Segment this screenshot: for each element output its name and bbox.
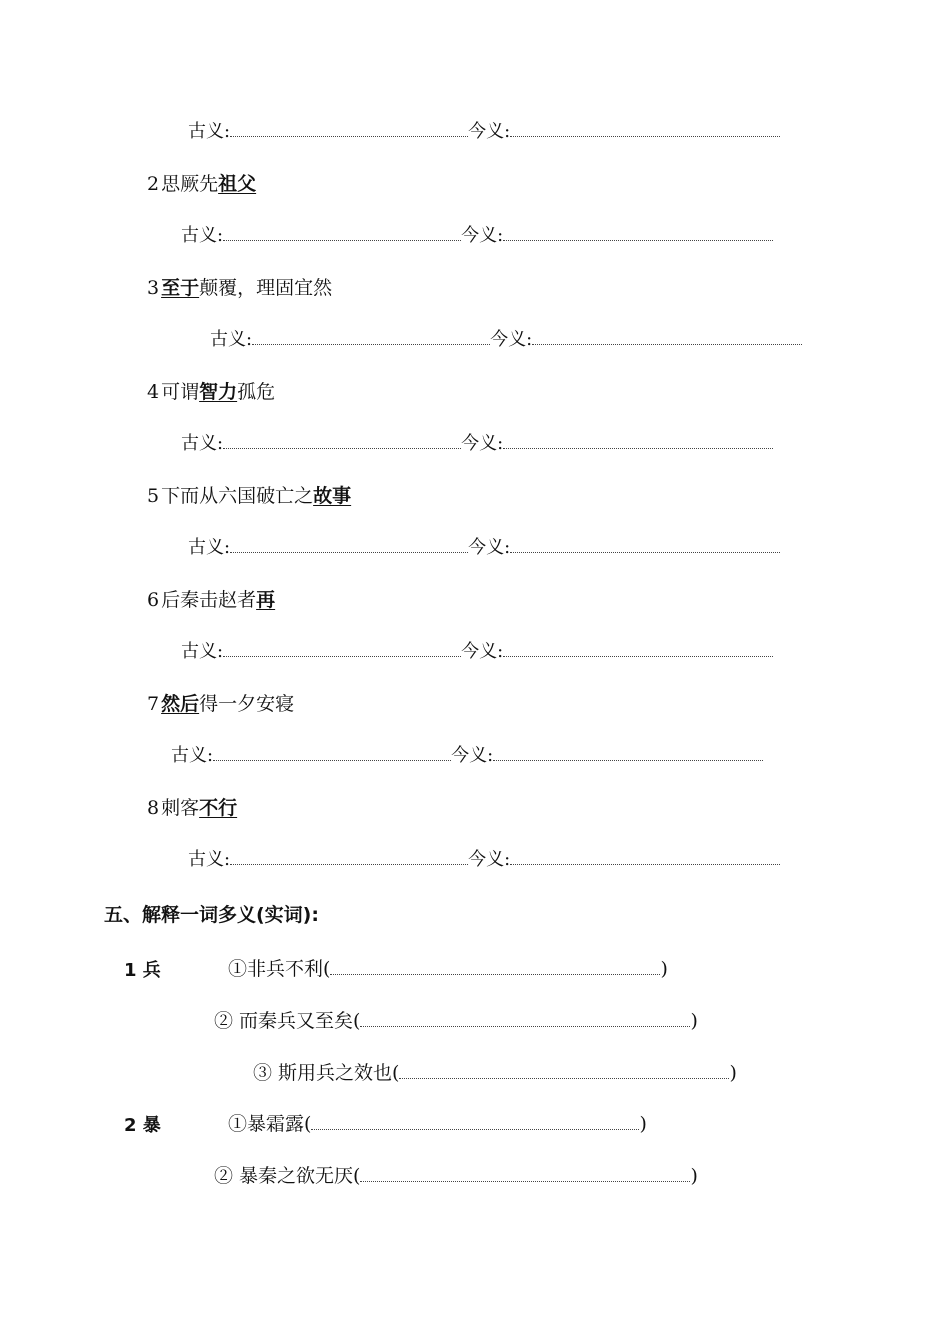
jin-label: 今义: [451, 745, 494, 766]
answer-blank[interactable] [360, 1165, 690, 1182]
item-7 [147, 692, 294, 716]
sense-text: ①非兵不利 [228, 958, 324, 980]
open-paren: ( [392, 1062, 400, 1084]
word-label-bing: 1 兵 [124, 960, 161, 981]
gu-jin-row-5 [188, 536, 780, 560]
item-keyword: 故事 [313, 485, 352, 507]
gu-blank[interactable] [230, 120, 468, 137]
gu-label: 古义: [181, 225, 224, 246]
close-paren: ) [639, 1113, 647, 1135]
answer-blank[interactable] [330, 958, 660, 975]
gu-blank[interactable] [230, 536, 468, 553]
jin-label: 今义: [468, 849, 511, 870]
item-keyword: 然后 [161, 693, 200, 715]
gu-label: 古义: [188, 121, 231, 142]
close-paren: ) [729, 1062, 737, 1084]
jin-blank[interactable] [503, 224, 773, 241]
gu-jin-row-4 [181, 432, 773, 456]
item-keyword: 再 [256, 589, 276, 611]
sense-row [214, 1161, 698, 1188]
item-number: 7 [147, 693, 160, 715]
jin-label: 今义: [490, 329, 533, 350]
item-post: 孤危 [237, 381, 276, 403]
item-keyword: 祖父 [218, 173, 257, 195]
item-post: 颠覆，理固宜然 [199, 277, 333, 299]
item-pre: 刺客 [161, 797, 200, 819]
open-paren: ( [353, 1165, 361, 1187]
jin-blank[interactable] [503, 640, 773, 657]
gu-jin-row-6 [181, 640, 773, 664]
jin-blank[interactable] [532, 328, 802, 345]
item-number: 2 [147, 173, 160, 195]
gu-blank[interactable] [252, 328, 490, 345]
item-pre: 思厥先 [161, 173, 219, 195]
jin-blank[interactable] [510, 848, 780, 865]
gu-blank[interactable] [230, 848, 468, 865]
gu-label: 古义: [181, 433, 224, 454]
item-keyword: 至于 [161, 277, 200, 299]
item-number: 4 [147, 381, 160, 403]
gu-jin-row-1 [188, 120, 780, 144]
sense-text: ①暴霜露 [228, 1113, 305, 1135]
item-keyword: 智力 [199, 381, 238, 403]
gu-jin-row-7 [171, 744, 763, 768]
jin-blank[interactable] [510, 536, 780, 553]
word-label-bao: 2 暴 [124, 1115, 161, 1136]
jin-label: 今义: [461, 433, 504, 454]
item-post: 得一夕安寝 [199, 693, 295, 715]
open-paren: ( [353, 1010, 361, 1032]
item-number: 3 [147, 277, 160, 299]
jin-label: 今义: [461, 641, 504, 662]
gu-label: 古义: [171, 745, 214, 766]
item-pre: 下而从六国破亡之 [161, 485, 314, 507]
close-paren: ) [690, 1010, 698, 1032]
item-pre: 可谓 [161, 381, 200, 403]
gu-label: 古义: [181, 641, 224, 662]
open-paren: ( [323, 958, 331, 980]
item-4 [147, 380, 275, 404]
gu-blank[interactable] [213, 744, 451, 761]
jin-label: 今义: [468, 121, 511, 142]
gu-blank[interactable] [223, 640, 461, 657]
sense-text: ③ 斯用兵之效也 [253, 1062, 393, 1084]
jin-blank[interactable] [510, 120, 780, 137]
answer-blank[interactable] [311, 1113, 639, 1130]
gu-blank[interactable] [223, 224, 461, 241]
sense-text: ② 暴秦之欲无厌 [214, 1165, 354, 1187]
item-pre: 后秦击赵者 [161, 589, 257, 611]
gu-jin-row-3 [210, 328, 802, 352]
gu-blank[interactable] [223, 432, 461, 449]
sense-text: ② 而秦兵又至矣 [214, 1010, 354, 1032]
item-6 [147, 588, 275, 612]
gu-label: 古义: [210, 329, 253, 350]
sense-row [253, 1058, 737, 1085]
item-3 [147, 276, 332, 300]
item-number: 5 [147, 485, 160, 507]
jin-label: 今义: [461, 225, 504, 246]
answer-blank[interactable] [399, 1062, 729, 1079]
gu-jin-row-2 [181, 224, 773, 248]
item-keyword: 不行 [199, 797, 238, 819]
item-number: 6 [147, 589, 160, 611]
gu-label: 古义: [188, 849, 231, 870]
item-5 [147, 484, 351, 508]
sense-row [214, 1006, 698, 1033]
item-8 [147, 796, 237, 820]
jin-blank[interactable] [493, 744, 763, 761]
item-2 [147, 172, 256, 196]
gu-jin-row-8 [188, 848, 780, 872]
sense-row [228, 954, 668, 981]
close-paren: ) [660, 958, 668, 980]
answer-blank[interactable] [360, 1010, 690, 1027]
gu-label: 古义: [188, 537, 231, 558]
item-number: 8 [147, 797, 160, 819]
jin-label: 今义: [468, 537, 511, 558]
open-paren: ( [304, 1113, 312, 1135]
section-title: 五、解释一词多义(实词): [104, 904, 319, 926]
sense-row [228, 1109, 647, 1136]
close-paren: ) [690, 1165, 698, 1187]
jin-blank[interactable] [503, 432, 773, 449]
